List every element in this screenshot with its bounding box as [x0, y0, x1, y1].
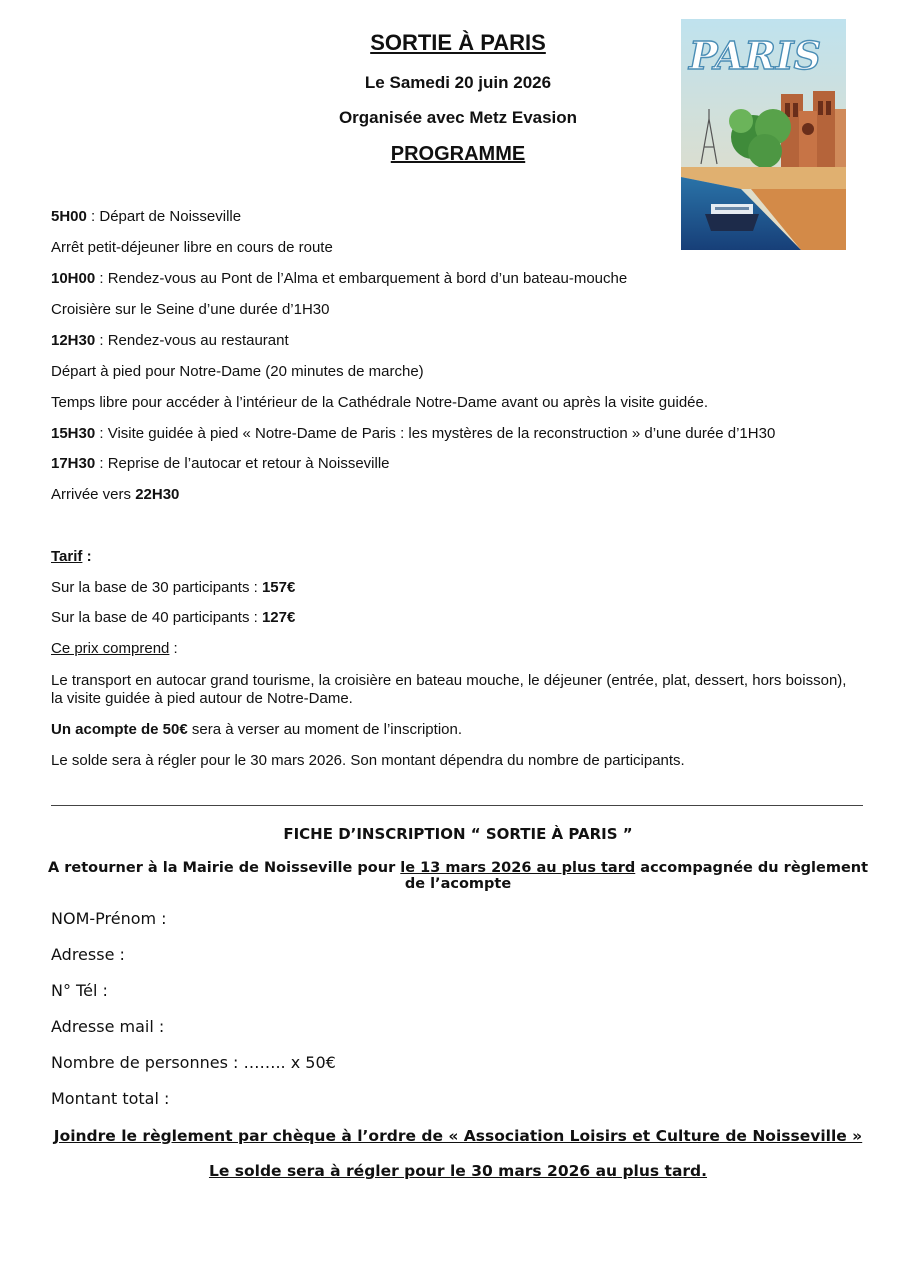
balance-deadline: Le solde sera à régler pour le 30 mars 2026 au plus tard.: [208, 1162, 708, 1180]
includes-text: Le transport en autocar grand tourisme, la croisière en bateau mouche, le déjeuner (entrée, plat, dessert, hors boisson), la visite guidée à pied autour de Notre-Dame.: [51, 672, 847, 707]
schedule-item: 12H30 : Rendez-vous au restaurant: [51, 332, 289, 349]
schedule-item: 5H00 : Départ de Noisseville: [51, 208, 242, 225]
schedule-item: 15H30 : Visite guidée à pied « Notre-Dame de Paris : les mystères de la reconstruction » d’une durée d’1H30: [51, 425, 776, 442]
schedule-item: 10H00 : Rendez-vous au Pont de l’Alma et embarquement à bord d’un bateau-mouche: [51, 270, 628, 287]
svg-text:PARIS: PARIS: [689, 33, 822, 78]
field-nom-prenom[interactable]: NOM-Prénom :: [51, 909, 167, 928]
rate-30: Sur la base de 30 participants : 157€: [51, 579, 296, 596]
event-date: Le Samedi 20 juin 2026: [364, 73, 552, 92]
schedule-item: 17H30 : Reprise de l’autocar et retour à Noisseville: [51, 455, 390, 472]
page-title: SORTIE À PARIS: [370, 30, 546, 55]
rate-40: Sur la base de 40 participants : 127€: [51, 609, 296, 626]
arrival-line: Arrivée vers 22H30: [51, 486, 180, 503]
form-title: FICHE D’INSCRIPTION “ SORTIE À PARIS ”: [283, 825, 633, 843]
schedule-item: Temps libre pour accéder à l’intérieur de la Cathédrale Notre-Dame avant ou après la visite guidée.: [51, 394, 709, 411]
cut-line-divider: [51, 805, 863, 806]
bateau-mouche-icon: [705, 204, 759, 231]
tarif-heading: Tarif :: [51, 548, 92, 565]
field-montant-total[interactable]: Montant total :: [51, 1089, 170, 1108]
includes-heading: Ce prix comprend :: [51, 640, 178, 657]
schedule-item: Départ à pied pour Notre-Dame (20 minutes de marche): [51, 363, 424, 380]
organiser-line: Organisée avec Metz Evasion: [338, 108, 578, 127]
programme-heading: PROGRAMME: [390, 143, 526, 165]
paris-poster-image: [681, 19, 846, 250]
field-adresse[interactable]: Adresse :: [51, 945, 125, 964]
field-telephone[interactable]: N° Tél :: [51, 981, 108, 1000]
schedule-item: Croisière sur le Seine d’une durée d’1H30: [51, 301, 330, 318]
schedule-item: Arrêt petit-déjeuner libre en cours de route: [51, 239, 333, 256]
deposit-line: Un acompte de 50€ sera à verser au moment de l’inscription.: [51, 721, 463, 738]
field-nombre-personnes[interactable]: Nombre de personnes : …….. x 50€: [51, 1053, 336, 1072]
payment-instructions: Joindre le règlement par chèque à l’ordre de « Association Loisirs et Culture de Noisseville »: [53, 1127, 863, 1145]
field-email[interactable]: Adresse mail :: [51, 1017, 165, 1036]
form-return-instructions: A retourner à la Mairie de Noisseville pour le 13 mars 2026 au plus tard accompagnée du règlement de l’acompte: [47, 860, 869, 892]
balance-line: Le solde sera à régler pour le 30 mars 2026. Son montant dépendra du nombre de participants.: [51, 752, 685, 769]
